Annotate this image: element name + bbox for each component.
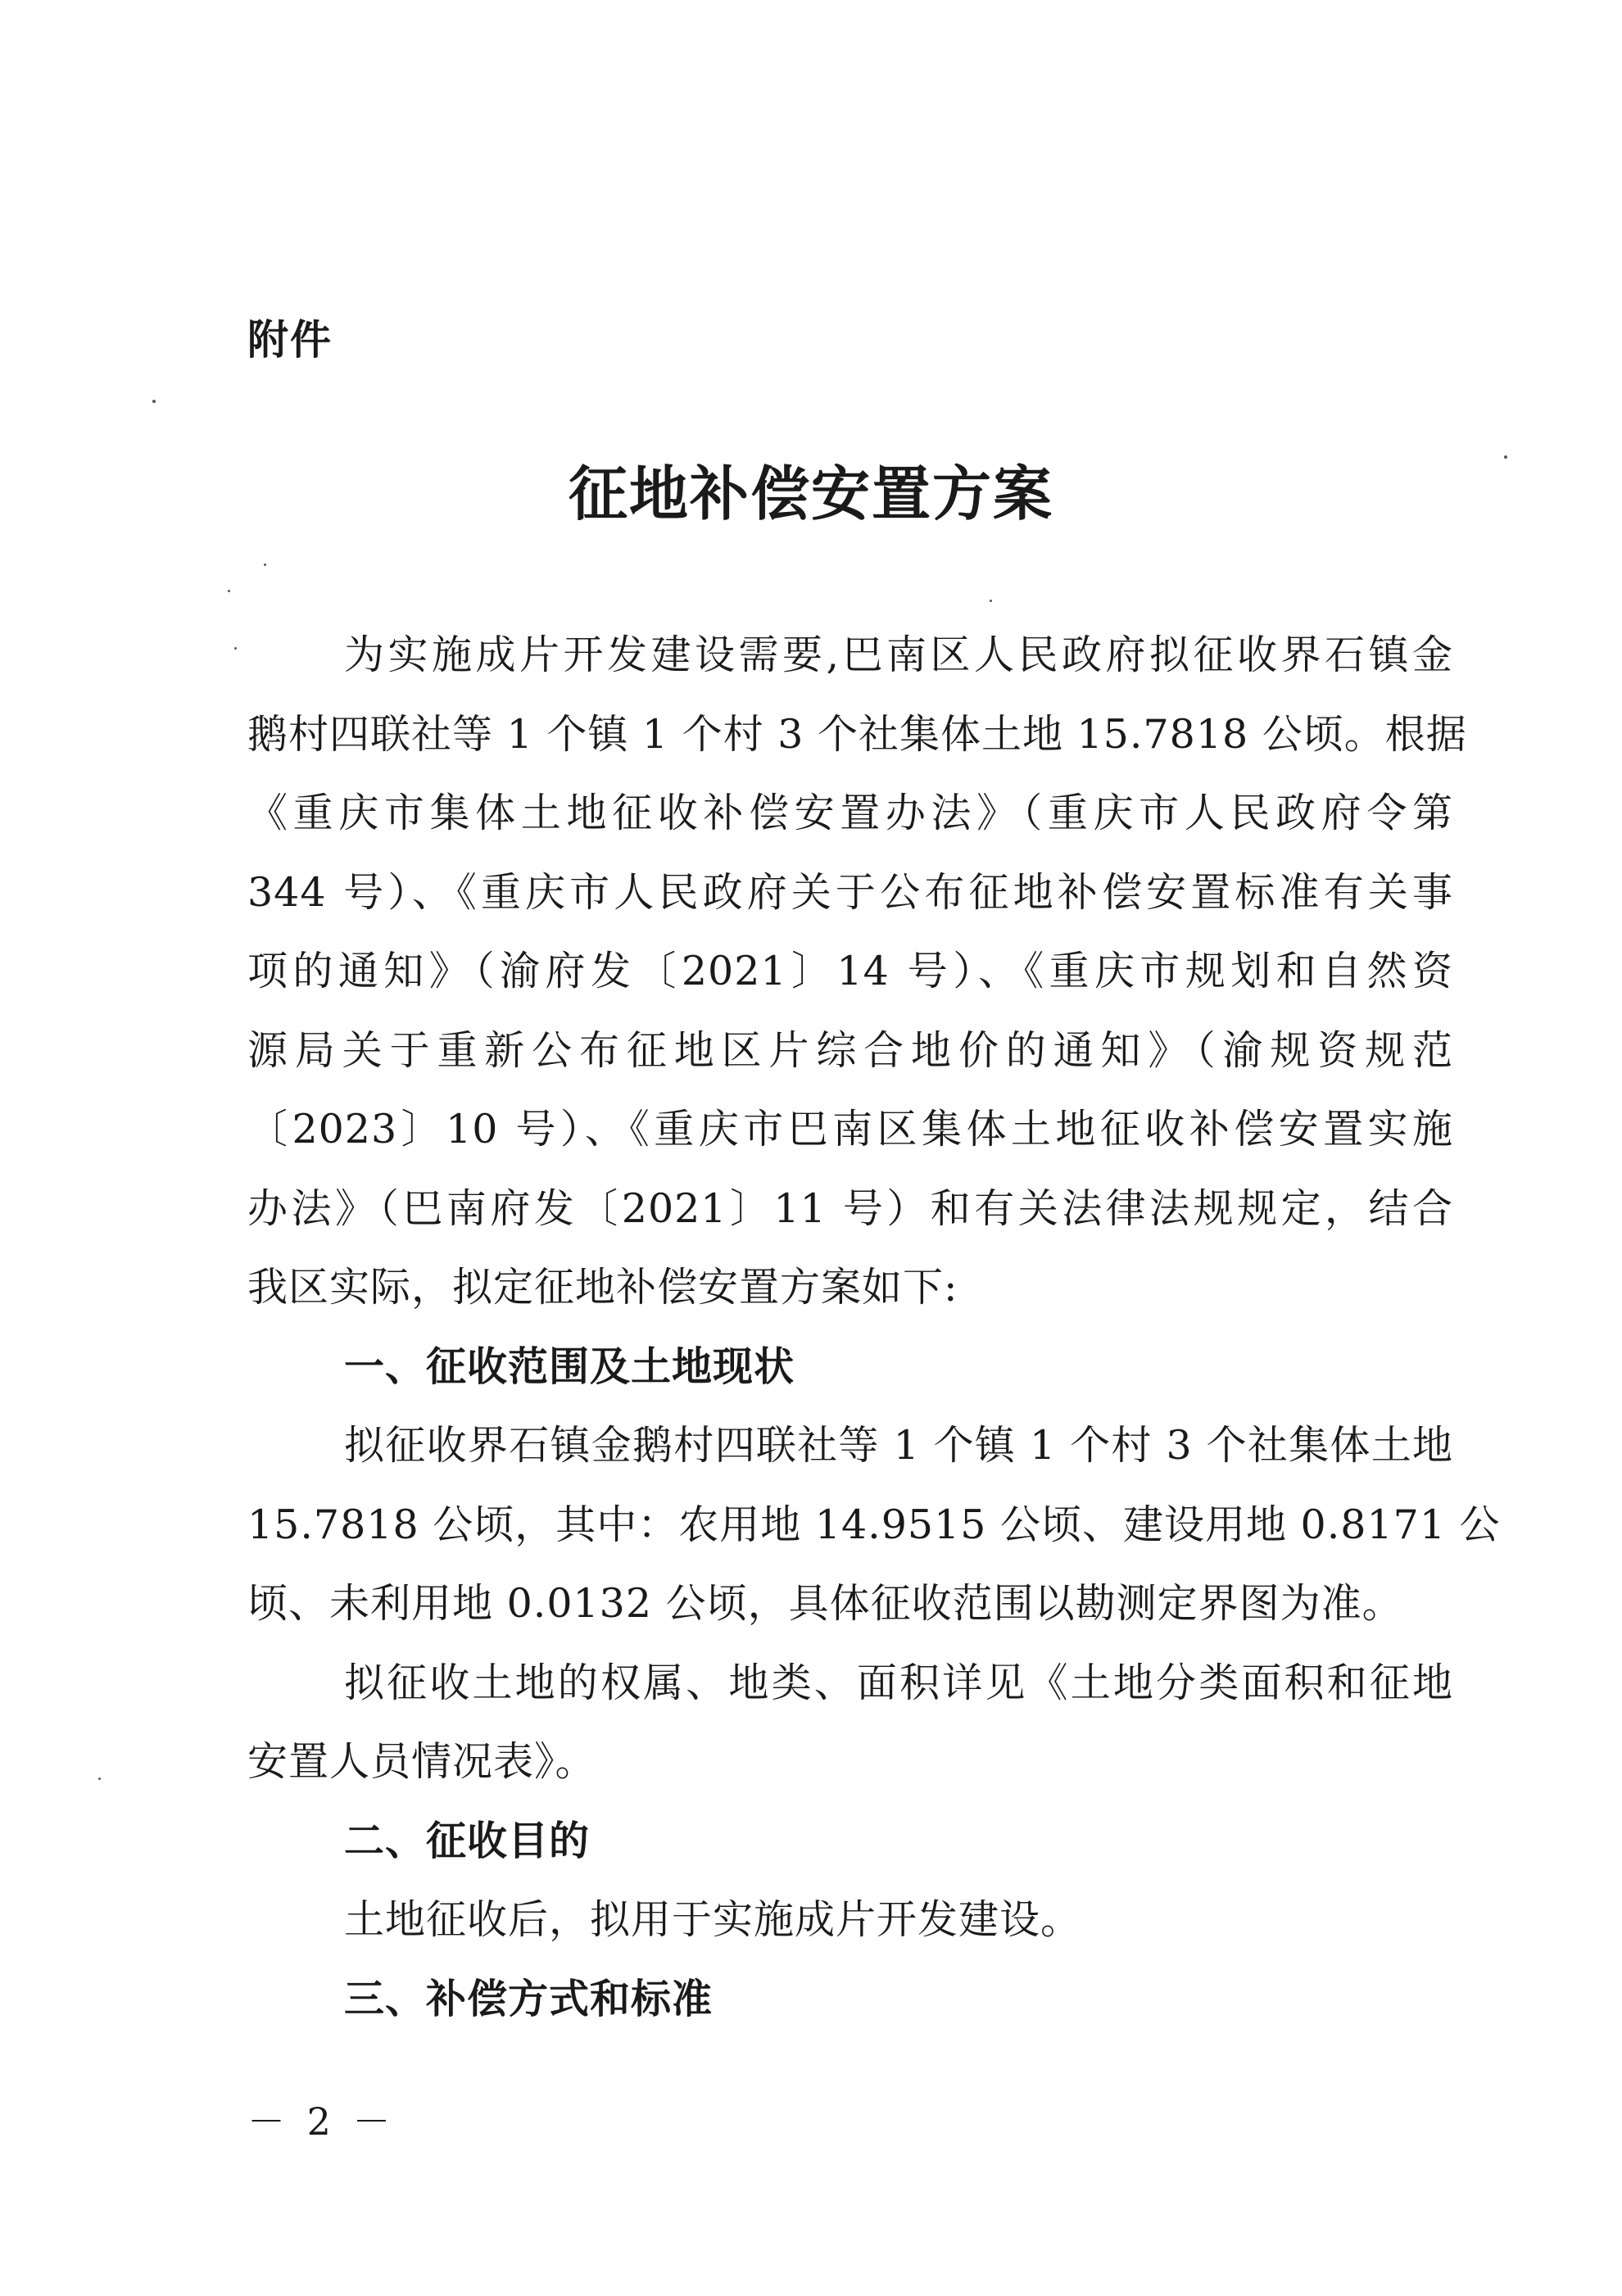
text-line: 土地征收后，拟用于实施成片开发建设。 <box>344 1896 1082 1943</box>
text-line: 为实施成片开发建设需要,巴南区人民政府拟征收界石镇金 <box>344 632 1453 678</box>
paragraph-scope <box>247 1406 1501 1644</box>
section-heading-compensation <box>247 1960 1453 2040</box>
paragraph-ownership <box>247 1644 1453 1802</box>
section-heading-scope <box>247 1328 1453 1407</box>
heading-text: 三、补偿方式和标准 <box>344 1975 714 2022</box>
section-heading-purpose <box>247 1802 1453 1882</box>
scan-speck <box>264 564 266 566</box>
attachment-label: 附件 <box>247 316 333 364</box>
scan-speck <box>1504 455 1507 459</box>
text-line: 拟征收界石镇金鹅村四联社等 1 个镇 1 个村 3 个社集体土地 <box>344 1422 1453 1469</box>
text-line: 《重庆市集体土地征收补偿安置办法》（重庆市人民政府令第 <box>247 790 1453 836</box>
scan-speck <box>98 1777 101 1780</box>
text-line: 344 号）、《重庆市人民政府关于公布征地补偿安置标准有关事 <box>247 868 1453 916</box>
page-number: － 2 － <box>247 2099 396 2144</box>
text-line: 〔2023〕10 号）、《重庆市巴南区集体土地征收补偿安置实施 <box>247 1106 1453 1153</box>
paragraph-intro <box>247 616 1467 1328</box>
scan-speck <box>228 590 230 592</box>
text-line: 项的通知》（渝府发〔2021〕14 号）、《重庆市规划和自然资 <box>247 948 1453 994</box>
text-line: 源局关于重新公布征地区片综合地价的通知》（渝规资规范 <box>247 1026 1453 1074</box>
document-body <box>247 616 1501 2039</box>
scan-speck <box>990 600 992 602</box>
text-line: 我区实际，拟定征地补偿安置方案如下: <box>247 1264 958 1311</box>
heading-text: 二、征收目的 <box>344 1817 591 1864</box>
paragraph-purpose <box>247 1881 1453 1960</box>
text-line: 鹅村四联社等 1 个镇 1 个村 3 个社集体土地 15.7818 公顷。根据 <box>247 710 1467 758</box>
document-title: 征地补偿安置方案 <box>568 459 1053 528</box>
scan-speck <box>152 400 156 403</box>
text-line: 15.7818 公顷，其中：农用地 14.9515 公顷、建设用地 0.8171 公 <box>247 1501 1501 1548</box>
text-line: 顷、未利用地 0.0132 公顷，具体征收范围以勘测定界图为准。 <box>247 1580 1403 1627</box>
text-line: 办法》（巴南府发〔2021〕11 号）和有关法律法规规定，结合 <box>247 1184 1453 1232</box>
scan-speck <box>234 647 237 650</box>
text-line: 安置人员情况表》。 <box>247 1738 596 1785</box>
text-line: 拟征收土地的权属、地类、面积详见《土地分类面积和征地 <box>344 1659 1453 1706</box>
heading-text: 一、征收范围及土地现状 <box>344 1343 795 1390</box>
